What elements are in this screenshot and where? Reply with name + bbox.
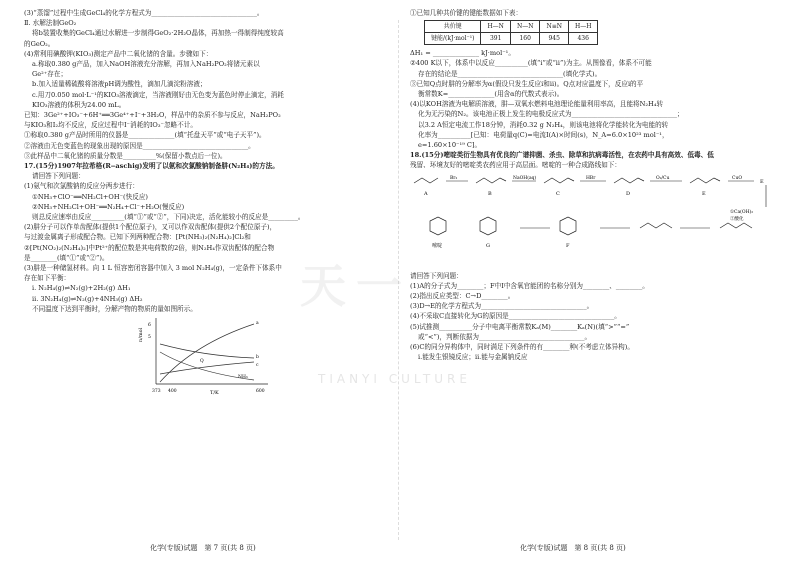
text-line: 残留、环境友好的嘧啶类农药应用于高层面。嘧啶的一种合成路线如下： xyxy=(410,161,621,170)
table-cell: 160 xyxy=(510,33,540,45)
bond-energy-table xyxy=(424,20,598,45)
synthesis-scheme xyxy=(410,173,785,269)
text-line: 的GeO₂。 xyxy=(24,39,55,48)
known-reaction: 已知：3Ge²⁺+IO₃⁻+6H⁺══3Ge⁴⁺+I⁻+3H₂O，样品中的杂质不参与反应，NaH₂PO₂ xyxy=(24,111,281,120)
q17-title: 17.(15分)1907年拉希格(R‒aschig)发明了以氨和次氯酸钠制备肼(N₂H₄)的方法。 xyxy=(24,162,279,171)
reagent-label: HBr xyxy=(586,175,596,181)
sub-q2: ②溶液由无色变蓝色的现象出现的原因是________________________________。 xyxy=(24,141,255,150)
reagent-label: NaOH(aq) xyxy=(513,175,537,181)
text-line: ②[Pt(NO₂)₂(N₂H₄)₂]中Pt²⁺的配位数是其电荷数的2倍，则N₂H₄作双齿配体的配合物 xyxy=(24,243,275,252)
q18-5: (5)试推测__________分子中电离平衡常数Kₐ(M)________Kₐ(N)(填“>”“=” xyxy=(410,322,630,331)
curve-label: a xyxy=(256,321,259,327)
q18-3: (3)D→E的化学方程式为________________________________。 xyxy=(410,302,594,311)
table-cell: H—N xyxy=(481,21,510,33)
table-cell: 键能/(kJ·mol⁻¹) xyxy=(425,33,481,45)
text-line: 请回答下列问题： xyxy=(32,172,85,181)
watermark-text: TIANYI CULTURE xyxy=(318,372,471,386)
equilibrium-i: ⅰ. N₂H₄(g)⇌N₂(g)+2H₂(g) ΔH₁ xyxy=(32,284,131,293)
sub-q3: ③已知Q点时肼的分解率为α(假设只发生反应ⅰ和ⅱ)。Q点对应温度下，反应ⅰ的平 xyxy=(410,79,644,88)
curve-a xyxy=(160,324,254,382)
footer-page8: 化学(专版)试题 第 8 页(共 8 页) xyxy=(520,544,626,552)
q18-2: (2)指出反应类型：C→D________。 xyxy=(410,292,515,301)
x-tick: 373 xyxy=(152,389,161,395)
point-q: Q xyxy=(200,359,204,365)
footer-page7: 化学(专版)试题 第 7 页(共 8 页) xyxy=(150,544,256,552)
q18-prompt: 请回答下列问题： xyxy=(410,271,463,280)
text-line: 将b装置收集的GeCl₄通过水解进一步制得GeO₂·2H₂O晶体，再加热一得制得纯度较高 xyxy=(32,29,284,38)
reagent-label: ①Ca(OH)₂ xyxy=(730,209,754,215)
q18-1: (1)A的分子式为________；F中I中含氧官能团的名称分别为________、________。 xyxy=(410,281,649,290)
q16-4: (4)常利用碘酸钾(KIO₃)测定产品中二氧化锗的含量。步骤如下： xyxy=(24,49,213,58)
text-line: 则总反应速率由反应__________(填“①”或“②”，下同)决定，活化能较小的反应是_________。 xyxy=(32,213,305,222)
text-line: 存在的结论是________________________________(填化学式)。 xyxy=(418,69,602,78)
curve-label: c xyxy=(256,363,259,369)
watermark-logo: 天一 xyxy=(300,259,412,313)
table-cell: 945 xyxy=(540,33,569,45)
text-line: 是________(填“①”或“②”)。 xyxy=(24,253,109,262)
text-line: 化率为__________[已知：电荷量q(C)=电流I(A)×时间(s)，N_A=6.0×10²³ mol⁻¹， xyxy=(418,130,669,139)
step-c-cont: KIO₃溶液的体积为24.00 mL。 xyxy=(32,100,126,109)
delta-h1: ΔH₁ = ______________ kJ·mol⁻¹。 xyxy=(410,49,515,58)
table-cell: 436 xyxy=(568,33,597,45)
text-line: e=1.60×10⁻¹⁹ C]。 xyxy=(418,141,482,150)
bond-energy-intro: ①已知几种共价键的键能数据如下表： xyxy=(410,9,523,17)
x-tick: 400 xyxy=(168,389,177,395)
compound-label: E xyxy=(702,190,706,197)
q16-3: (3)“蒸馏”过程中生成GeCl₄的化学方程式为________________________________。 xyxy=(24,9,264,17)
q17-1: (1)氨气和次氯酸钠的反应分两步进行： xyxy=(24,182,139,191)
left-page xyxy=(24,8,399,396)
text-line: 化为无污染的N₂。该电池正极上发生的电极反应式为________________________________； xyxy=(418,110,684,119)
reaction-2: ②NH₃+NH₂Cl+OH⁻══N₂H₄+Cl⁻+H₂O(慢反应) xyxy=(32,202,185,211)
section-heading: Ⅱ. 水解法制GeO₂ xyxy=(24,19,77,28)
step-a: a.称取0.380 g产品，加入NaOH溶液充分溶解，再加入NaH₂PO₂将锗元素以 xyxy=(32,60,260,69)
step-b: b.加入适量稀硫酸将溶液pH调为酸性，滴加几滴淀粉溶液； xyxy=(32,80,207,89)
table-cell: 共价键 xyxy=(425,21,481,33)
product-label: 嘧啶 xyxy=(432,242,443,249)
text-line: 不同温度下达到平衡时，分解产物的物质的量如图所示。 xyxy=(32,304,197,313)
curve-b xyxy=(160,344,254,358)
sub-q1: ①称取0.380 g产品时所用的仪器是______________(填“托盘天平”或“电子天平”)。 xyxy=(24,131,266,140)
reagent-label: O₂/Cu xyxy=(656,175,670,181)
table-cell: H—H xyxy=(568,21,597,33)
compound-label: B xyxy=(488,190,492,197)
y-tick: 6 xyxy=(148,323,151,329)
compound-label: E xyxy=(760,178,764,185)
graph-xlabel: T/K xyxy=(210,390,219,397)
q18-6: (6)C的同分异构体中，同时满足下列条件的有________种(不考虑立体异构)。 xyxy=(410,343,634,352)
step-a-cont: Ge²⁺存在； xyxy=(32,70,68,79)
table-cell: N≡N xyxy=(540,21,569,33)
equilibrium-ii: ⅱ. 3N₂H₄(g)⇌N₂(g)+4NH₃(g) ΔH₂ xyxy=(32,294,143,303)
compound-label: G xyxy=(486,242,490,249)
text-line: 存在如下平衡： xyxy=(24,274,71,283)
text-line: 以3.2 A恒定电流工作18分钟，消耗0.32 g N₂H₄，则该电池将化学能转化为电能的转 xyxy=(418,120,669,129)
y-tick: 5 xyxy=(148,335,151,341)
text-line: 与过渡金属离子形成配合物。已知下列两种配合物：[Pt(NH₃)₂(N₂H₄)₂]Cl₂和 xyxy=(24,233,251,242)
reagent-label: CuO xyxy=(732,175,743,181)
compound-label: C xyxy=(556,190,560,197)
known-reaction-cont: 与KIO₃和I₂均不反应，反应过程中I⁻消耗的IO₃⁻忽略不计。 xyxy=(24,121,197,130)
step-c: c.用刀0.050 mol·L⁻¹的KIO₃溶液滴定，当溶液刚好由无色变为蓝色时停止滴定，消耗 xyxy=(32,90,284,99)
table-row xyxy=(425,33,598,45)
text-line: ⅰ.能发生银镜反应；ⅱ.能与金属钠反应 xyxy=(418,353,528,362)
q18-title: 18.(15分)嘧啶类衍生物具有优良的广谱抑菌、杀虫、除草和抗病毒活性，在农药中具有高效、低毒、低 xyxy=(410,151,714,160)
compound-label: D xyxy=(626,190,631,197)
compound-label: F xyxy=(566,242,570,249)
reagent-label: ②酸化 xyxy=(730,216,744,222)
table-header-row xyxy=(425,21,598,33)
text-line: 衡常数K=______________(用含α的代数式表示)。 xyxy=(418,90,564,99)
graph-ylabel: n/mol xyxy=(138,327,144,343)
right-page xyxy=(410,8,785,362)
sub-q2: ②400 K以下，体系中以反应__________(填“ⅰ”或“ⅱ”)为主。从图像看，体系不可能 xyxy=(410,59,652,68)
table-cell: 391 xyxy=(481,33,510,45)
q17-2: (2)肼分子可以作单齿配体(提供1个配位原子)，又可以作双齿配体(提供2个配位原子)， xyxy=(24,223,277,232)
q17-4: (4)以KOH溶液为电解质溶液，肼—双氧水燃料电池理论能量利用率高，且能将N₂H₄转 xyxy=(410,100,664,109)
compound-label: A xyxy=(424,190,428,197)
equilibrium-graph xyxy=(134,314,274,396)
x-tick: 600 xyxy=(256,389,265,395)
q17-3: (3)肼是一种储氢材料。向 1 L 恒容密闭容器中加入 3 mol N₂H₄(g)，一定条件下体系中 xyxy=(24,264,282,273)
sub-q3: ③此样品中二氧化锗的质量分数是__________%(保留小数点后一位)。 xyxy=(24,151,227,160)
text-line: 或“<”)，判断依据为________________________________。 xyxy=(418,332,592,341)
reaction-1: ①NH₃+ClO⁻══NH₂Cl+OH⁻(快反应) xyxy=(32,192,148,201)
curve-label: NH₃ xyxy=(238,375,248,381)
table-cell: N—N xyxy=(510,21,540,33)
reagent-label: Br₂ xyxy=(450,175,458,181)
q18-4: (4)不采取C直接转化为G的原因是________________________________。 xyxy=(410,312,621,321)
synthesis-scheme-svg xyxy=(410,173,785,269)
curve-label: b xyxy=(256,355,259,361)
